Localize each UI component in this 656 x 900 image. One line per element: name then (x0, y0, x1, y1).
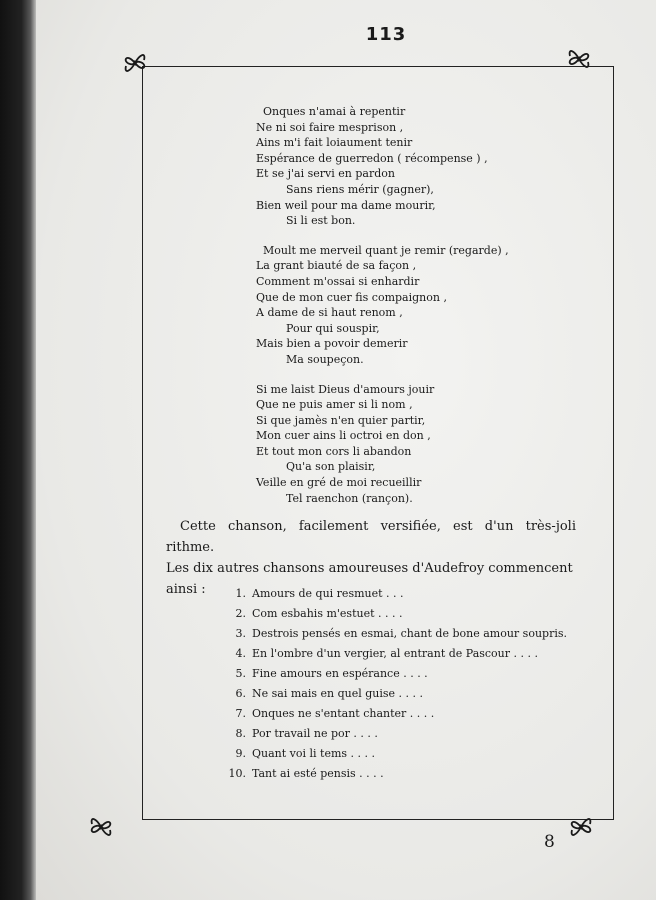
signature-mark: 8 (544, 832, 555, 852)
poem-line: Que de mon cuer fis compaignon , (256, 290, 447, 304)
list-item (224, 624, 584, 644)
poem-stanza (256, 382, 576, 507)
list-item-number: 4. (235, 647, 246, 660)
list-item-text: Quant voi li tems . . . . (252, 747, 376, 760)
list-item (224, 584, 584, 604)
list-item-text: Amours de qui resmuet . . . (252, 587, 404, 600)
poem-line: Si li est bon. (286, 214, 356, 228)
prose-line: Les dix autres chansons amoureuses d'Audefroy commencent (166, 561, 573, 576)
list-item (224, 604, 584, 624)
poem (256, 104, 576, 520)
poem-line: Mais bien a povoir demerir (256, 337, 408, 351)
list-item-text: Fine amours en espérance . . . . (252, 667, 428, 680)
poem-line: La grant biauté de sa façon , (256, 259, 417, 273)
list-item (224, 664, 584, 684)
list-item-text: Por travail ne por . . . . (252, 727, 378, 740)
list-item-number: 10. (228, 767, 246, 780)
book-binding-edge (0, 0, 36, 900)
poem-line: Comment m'ossai si enhardir (256, 274, 420, 288)
poem-line: Mon cuer ains li octroi en don , (256, 429, 431, 443)
poem-line: Veille en gré de moi recueillir (256, 476, 422, 490)
list-item-number: 7. (235, 707, 246, 720)
poem-line: Onques n'amai à repentir (263, 105, 406, 118)
poem-line: Moult me merveil quant je remir (regarde) , (263, 243, 509, 257)
list-item (224, 724, 584, 744)
list-item (224, 684, 584, 704)
list-item-number: 2. (235, 607, 246, 620)
prose-line: Cette chanson, facilement versifiée, est d'un très-joli rithme. (166, 519, 576, 555)
poem-line: Si me laist Dieus d'amours jouir (256, 382, 435, 396)
poem-line: Espérance de guerredon ( récompense ) , (256, 151, 488, 165)
corner-ornament-top-left-icon (120, 48, 150, 78)
book-page (36, 0, 656, 900)
poem-line: Pour qui souspir, (286, 321, 380, 335)
poem-line: Bien weil pour ma dame mourir, (256, 198, 436, 212)
poem-line: Et se j'ai servi en pardon (256, 167, 395, 181)
list-item (224, 644, 584, 664)
list-item-number: 3. (235, 627, 246, 640)
song-list (224, 584, 584, 784)
list-item-text: Onques ne s'entant chanter . . . . (252, 707, 435, 720)
poem-line: Si que jamès n'en quier partir, (256, 413, 426, 427)
poem-line: A dame de si haut renom , (256, 306, 403, 320)
poem-line: Tel raenchon (rançon). (286, 491, 413, 505)
poem-stanza (256, 243, 576, 368)
list-item (224, 764, 584, 784)
poem-line: Ma soupeçon. (286, 352, 364, 366)
list-item-number: 6. (235, 687, 246, 700)
list-item (224, 704, 584, 724)
list-item-number: 8. (235, 727, 246, 740)
poem-stanza (256, 104, 576, 229)
poem-line: Ains m'i fait loiaument tenir (256, 136, 413, 150)
list-item (224, 744, 584, 764)
corner-ornament-top-right-icon (564, 44, 594, 74)
list-item-text: Destrois pensés en esmai, chant de bone amour soupris. (252, 627, 567, 640)
list-item-text: Com esbahis m'estuet . . . . (252, 607, 403, 620)
list-item-number: 5. (235, 667, 246, 680)
prose-line: ainsi : (166, 582, 206, 597)
list-item-text: En l'ombre d'un vergier, al entrant de Pascour . . . . (252, 647, 538, 660)
list-item-number: 9. (235, 747, 246, 760)
poem-line: Sans riens mérir (gagner), (286, 182, 434, 196)
poem-line: Ne ni soi faire mesprison , (256, 120, 404, 134)
poem-line: Qu'a son plaisir, (286, 460, 376, 474)
list-item-number: 1. (235, 587, 246, 600)
corner-ornament-bottom-left-icon (86, 812, 116, 842)
poem-line: Que ne puis amer si li nom , (256, 398, 413, 412)
list-item-text: Ne sai mais en quel guise . . . . (252, 687, 424, 700)
page-number: 113 (365, 24, 407, 45)
list-item-text: Tant ai esté pensis . . . . (252, 767, 384, 780)
corner-ornament-bottom-right-icon (566, 812, 596, 842)
poem-line: Et tout mon cors li abandon (256, 444, 412, 458)
